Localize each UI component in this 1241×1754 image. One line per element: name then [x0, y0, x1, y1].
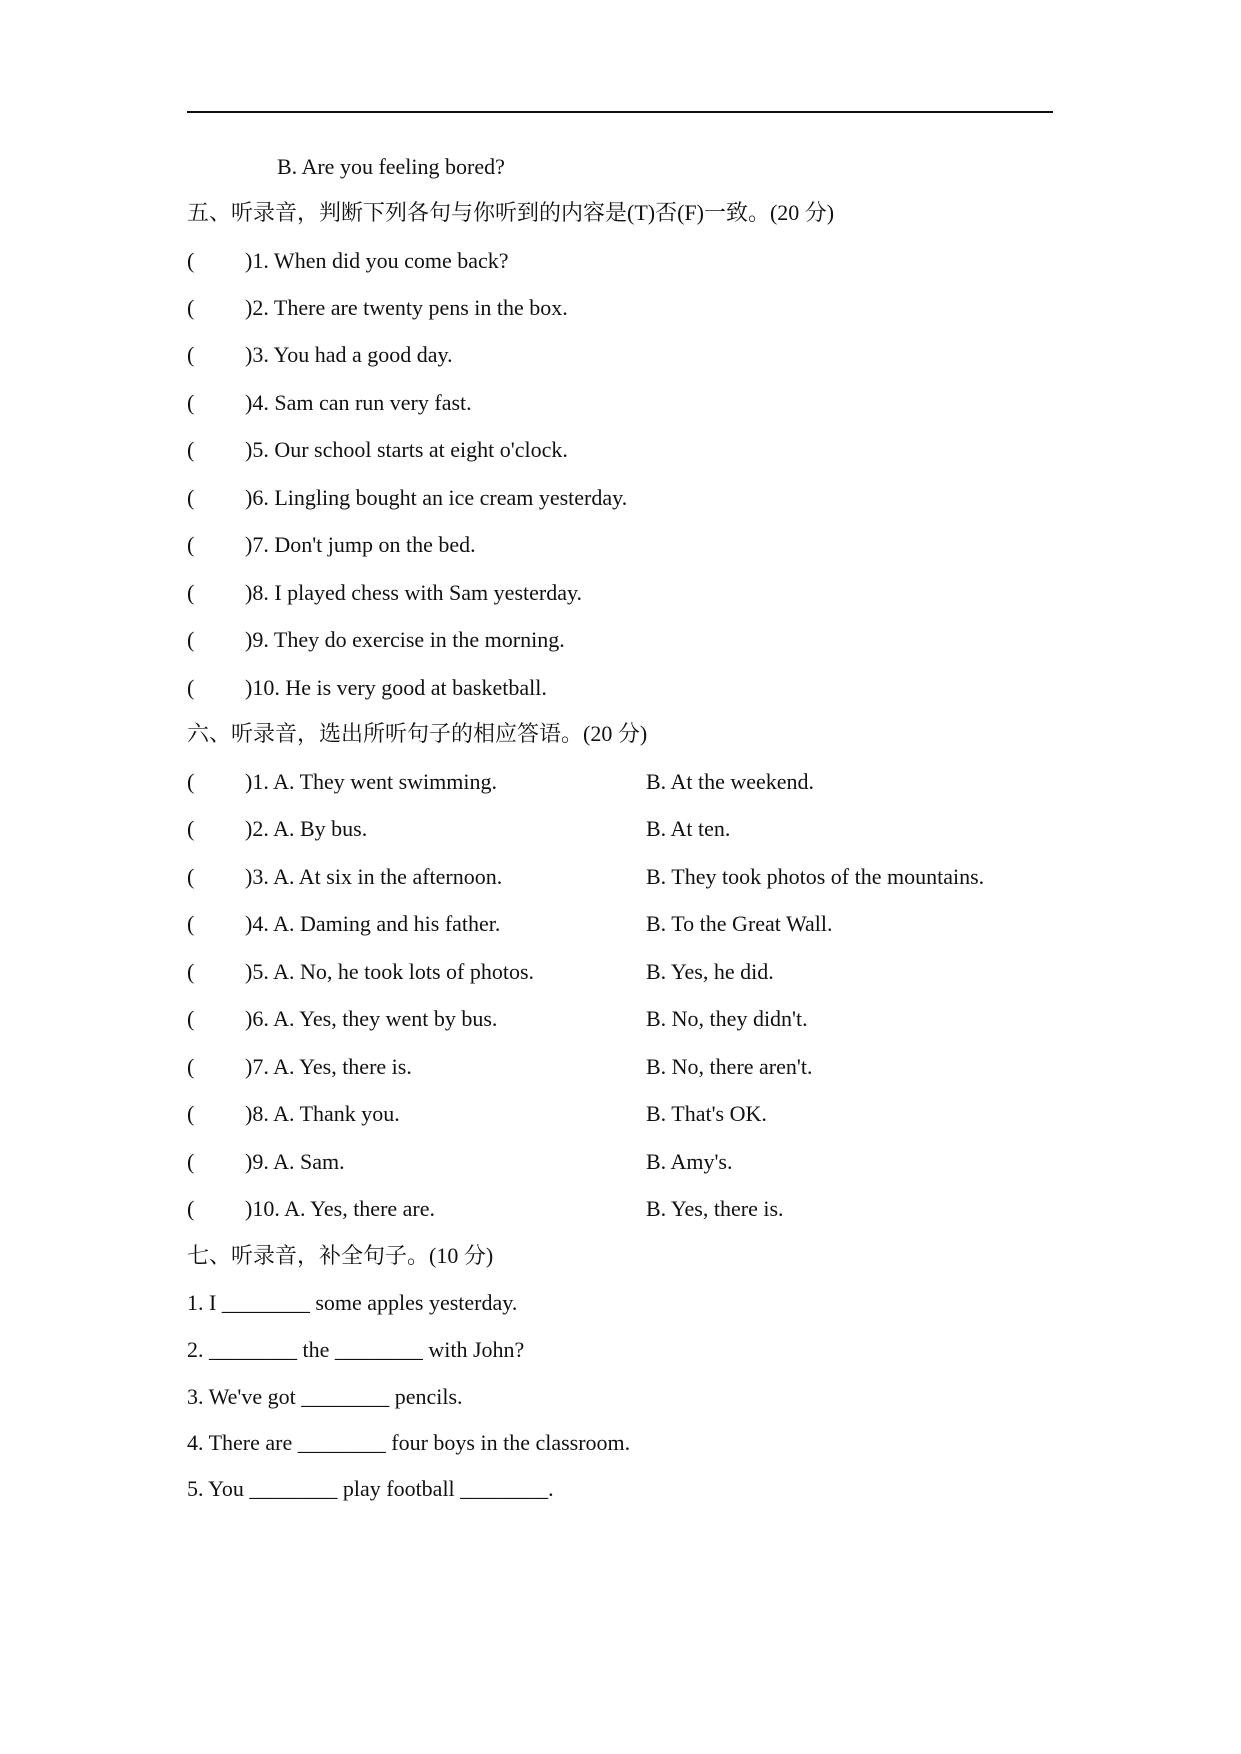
option-a: 8. A. Thank you.	[252, 1101, 400, 1126]
tf-item: ( )5. Our school starts at eight o'clock.	[187, 437, 568, 462]
answer-blank[interactable]: (	[187, 959, 195, 984]
answer-blank[interactable]: (	[187, 248, 195, 273]
answer-blank[interactable]: (	[187, 390, 195, 415]
option-b: B. They took photos of the mountains.	[646, 864, 985, 889]
answer-blank[interactable]: (	[187, 769, 195, 794]
choice-item: ( )9. A. Sam.	[187, 1149, 345, 1174]
answer-blank[interactable]: (	[187, 627, 195, 652]
fill-item[interactable]: 4. There are ________ four boys in the classroom.	[187, 1430, 631, 1455]
choice-item: ( )4. A. Daming and his father.	[187, 911, 501, 936]
tf-item: ( )10. He is very good at basketball.	[187, 675, 547, 700]
option-b: B. Yes, he did.	[646, 959, 774, 984]
option-a: 6. A. Yes, they went by bus.	[252, 1006, 498, 1031]
choice-item: ( )1. A. They went swimming.	[187, 769, 497, 794]
answer-blank[interactable]: (	[187, 675, 195, 700]
option-b: B. At ten.	[646, 816, 731, 841]
section6-heading: 六、听录音，选出所听句子的相应答语。(20 分)	[187, 721, 648, 746]
tf-item: ( )3. You had a good day.	[187, 342, 453, 367]
option-b: B. No, they didn't.	[646, 1006, 808, 1031]
option-a: 5. A. No, he took lots of photos.	[252, 959, 535, 984]
option-b: B. That's OK.	[646, 1101, 767, 1126]
answer-blank[interactable]: (	[187, 864, 195, 889]
fill-item[interactable]: 2. ________ the ________ with John?	[187, 1337, 525, 1362]
answer-blank[interactable]: (	[187, 437, 195, 462]
answer-blank[interactable]: (	[187, 532, 195, 557]
prev-question-option-b: B. Are you feeling bored?	[277, 154, 505, 179]
tf-item: ( )9. They do exercise in the morning.	[187, 627, 565, 652]
fill-item[interactable]: 3. We've got ________ pencils.	[187, 1384, 463, 1409]
section7-heading: 七、听录音，补全句子。(10 分)	[187, 1243, 494, 1268]
tf-item: ( )8. I played chess with Sam yesterday.	[187, 580, 583, 605]
fill-item[interactable]: 1. I ________ some apples yesterday.	[187, 1290, 518, 1315]
option-a: 10. A. Yes, there are.	[252, 1196, 436, 1221]
answer-blank[interactable]: (	[187, 911, 195, 936]
option-b: B. Amy's.	[646, 1149, 733, 1174]
answer-blank[interactable]: (	[187, 580, 195, 605]
option-a: 9. A. Sam.	[252, 1149, 345, 1174]
tf-item: ( )4. Sam can run very fast.	[187, 390, 472, 415]
choice-item: ( )2. A. By bus.	[187, 816, 368, 841]
answer-blank[interactable]: (	[187, 816, 195, 841]
tf-item: ( )1. When did you come back?	[187, 248, 509, 273]
answer-blank[interactable]: (	[187, 1006, 195, 1031]
option-b: B. Yes, there is.	[646, 1196, 784, 1221]
top-rule	[187, 111, 1053, 113]
choice-item: ( )10. A. Yes, there are.	[187, 1196, 436, 1221]
option-b: B. At the weekend.	[646, 769, 815, 794]
section5-heading: 五、听录音，判断下列各句与你听到的内容是(T)否(F)一致。(20 分)	[187, 200, 835, 225]
answer-blank[interactable]: (	[187, 1149, 195, 1174]
choice-item: ( )3. A. At six in the afternoon.	[187, 864, 503, 889]
tf-item: ( )7. Don't jump on the bed.	[187, 532, 476, 557]
option-a: 3. A. At six in the afternoon.	[252, 864, 503, 889]
option-b: B. No, there aren't.	[646, 1054, 813, 1079]
option-a: 7. A. Yes, there is.	[252, 1054, 412, 1079]
answer-blank[interactable]: (	[187, 1101, 195, 1126]
tf-item: ( )2. There are twenty pens in the box.	[187, 295, 568, 320]
answer-blank[interactable]: (	[187, 485, 195, 510]
answer-blank[interactable]: (	[187, 1196, 195, 1221]
choice-item: ( )8. A. Thank you.	[187, 1101, 400, 1126]
answer-blank[interactable]: (	[187, 295, 195, 320]
option-a: 2. A. By bus.	[252, 816, 368, 841]
option-b: B. To the Great Wall.	[646, 911, 833, 936]
option-a: 1. A. They went swimming.	[252, 769, 497, 794]
answer-blank[interactable]: (	[187, 342, 195, 367]
tf-item: ( )6. Lingling bought an ice cream yesterday.	[187, 485, 628, 510]
choice-item: ( )7. A. Yes, there is.	[187, 1054, 412, 1079]
choice-item: ( )6. A. Yes, they went by bus.	[187, 1006, 498, 1031]
answer-blank[interactable]: (	[187, 1054, 195, 1079]
fill-item[interactable]: 5. You ________ play football ________.	[187, 1476, 554, 1501]
choice-item: ( )5. A. No, he took lots of photos.	[187, 959, 535, 984]
option-a: 4. A. Daming and his father.	[252, 911, 501, 936]
